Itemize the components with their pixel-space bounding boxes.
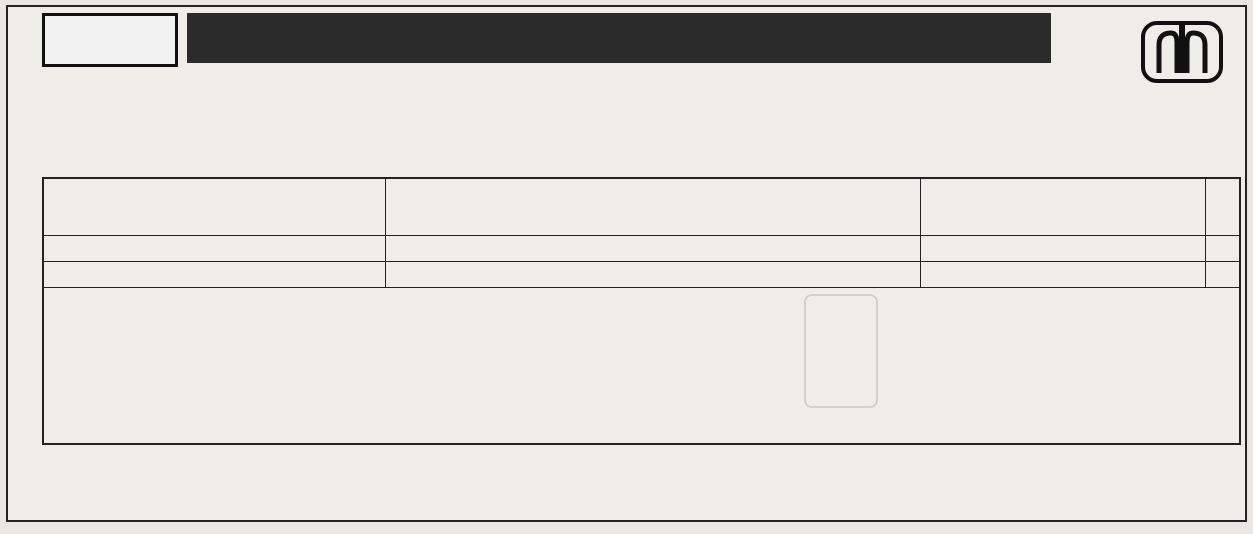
row-guarantee-amount [44,235,385,261]
row-tender-number [920,235,1205,261]
column-header-subject [385,179,920,235]
notice-title [187,13,1051,63]
table-row [44,235,1239,262]
guarantee-section [44,289,1239,443]
column-header-index [1205,179,1239,235]
column-header-number [920,179,1205,235]
watermark-seal [804,294,878,408]
emblem-icon [1139,15,1225,85]
row-subject [385,261,920,287]
organization-logo [1123,11,1241,89]
header [42,11,1241,89]
row-index [1205,261,1239,287]
footer [42,451,1241,519]
tender-notice-page [6,5,1247,522]
row-index [1205,235,1239,261]
row-guarantee-amount [44,261,385,287]
row-subject [385,235,920,261]
publication-turn-badge [42,13,178,67]
tender-table [42,177,1241,445]
table-header-row [44,179,1239,236]
row-tender-number [920,261,1205,287]
column-header-amount [44,179,385,235]
table-row [44,261,1239,288]
